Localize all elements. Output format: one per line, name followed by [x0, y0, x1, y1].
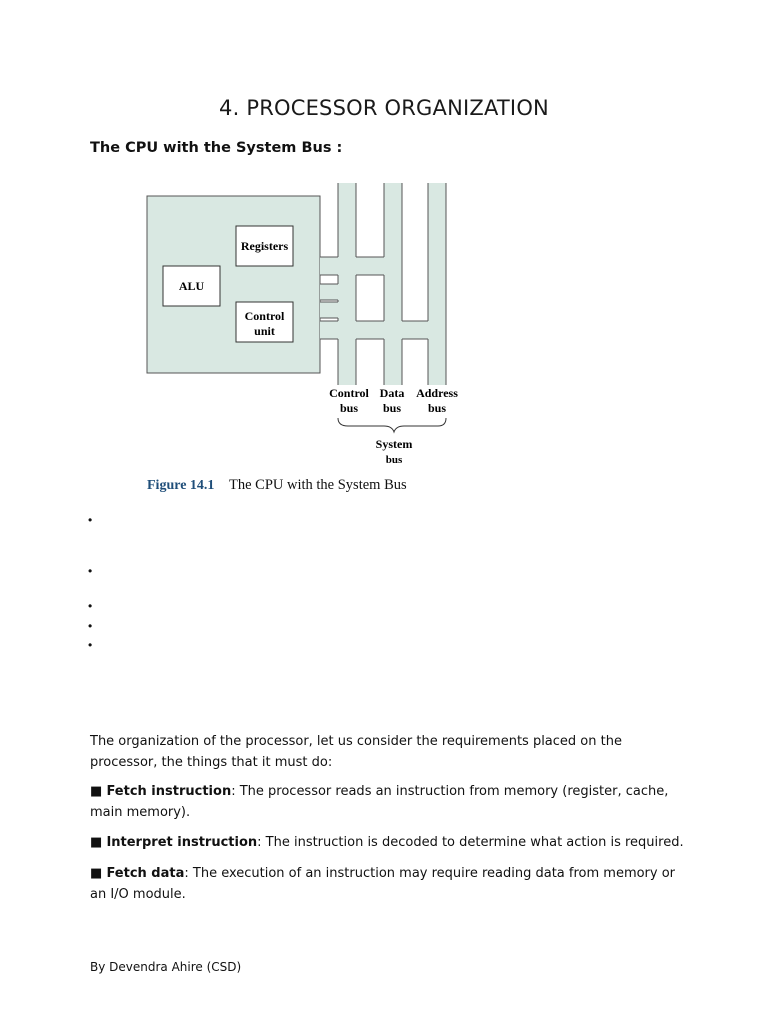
empty-bullet	[88, 602, 96, 610]
empty-bullet	[88, 567, 96, 575]
cpu-system-bus-figure	[140, 180, 480, 500]
requirement-marker: ■	[90, 784, 103, 799]
requirement-marker: ■	[90, 835, 103, 850]
control-bus-label-line1: Control	[329, 386, 369, 400]
control-unit-label-line2: unit	[254, 324, 275, 338]
requirement-term: Fetch instruction	[106, 784, 232, 799]
bus-lines	[320, 183, 446, 385]
connector-to-address	[320, 321, 446, 339]
connector-control-low	[320, 302, 356, 318]
connector-to-data-top	[320, 257, 402, 275]
data-bus-column	[384, 183, 402, 385]
intro-paragraph: The organization of the processor, let us consider the requirements placed on the processor, the things that it must do:	[90, 734, 622, 770]
page-title: 4. PROCESSOR ORGANIZATION	[219, 96, 549, 120]
data-bus-label-line2: bus	[382, 401, 402, 415]
empty-bullet	[88, 622, 96, 630]
registers-label: Registers	[240, 239, 289, 253]
data-bus-label-line1: Data	[379, 386, 405, 400]
system-bus-brace	[338, 418, 446, 432]
requirement-term: Fetch data	[106, 866, 185, 881]
system-bus-label-line1: System	[375, 437, 413, 451]
requirement-text: : The instruction is decoded to determine what action is required.	[257, 835, 684, 850]
requirement-text: : The processor reads an instruction from memory (register, cache, main memory).	[90, 784, 669, 820]
requirement-term: Interpret instruction	[106, 835, 258, 850]
requirement-text: : The execution of an instruction may require reading data from memory or an I/O module.	[90, 866, 676, 902]
requirement-item	[90, 832, 690, 853]
control-unit-label-line1: Control	[244, 309, 285, 323]
footer-author: By Devendra Ahire (CSD)	[90, 960, 242, 974]
control-bus-label-line2: bus	[339, 401, 359, 415]
address-bus-label-line1: Address	[416, 386, 458, 400]
empty-bullet	[88, 641, 96, 649]
section-heading: The CPU with the System Bus :	[90, 140, 343, 156]
requirement-item	[90, 781, 690, 823]
figure-caption-number: Figure 14.1	[147, 478, 215, 493]
figure-caption-text: The CPU with the System Bus	[229, 477, 407, 493]
requirement-marker: ■	[90, 866, 103, 881]
address-bus-label-line2: bus	[427, 401, 447, 415]
alu-label: ALU	[178, 279, 205, 293]
requirement-item	[90, 863, 690, 905]
system-bus-label-line2: bus	[385, 454, 403, 466]
address-bus-column	[428, 183, 446, 385]
connector-control-mid	[320, 284, 356, 300]
empty-bullet	[88, 516, 96, 524]
